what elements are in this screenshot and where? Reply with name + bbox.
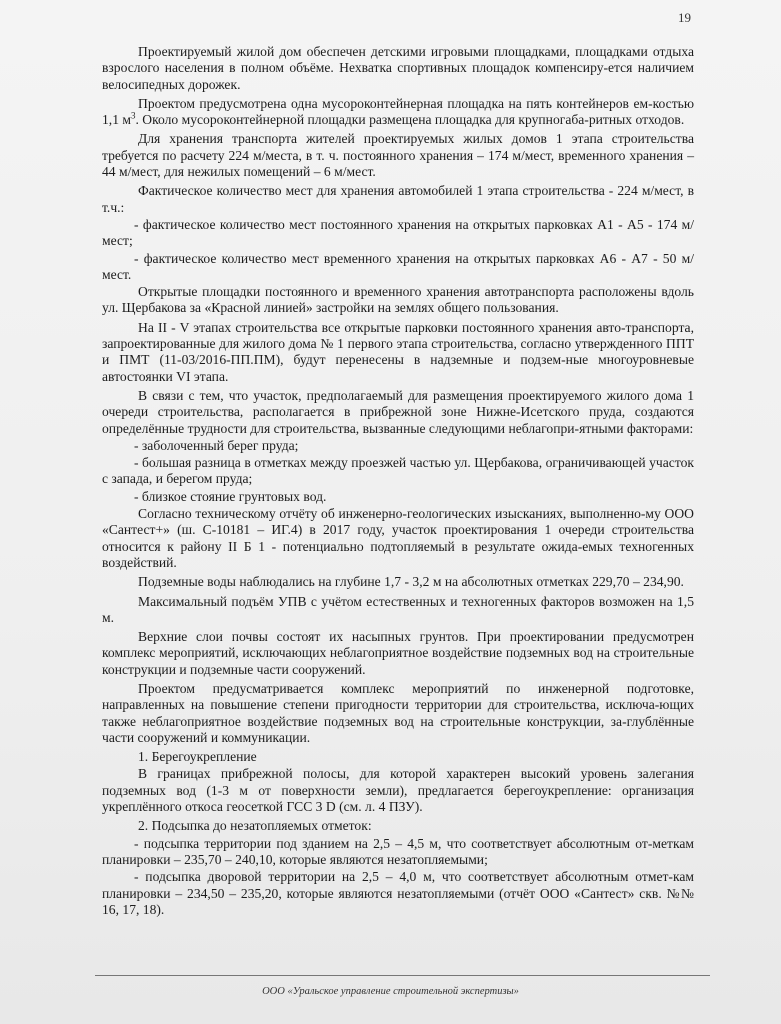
paragraph: Проектом предусматривается комплекс мероприятий по инженерной подготовке, направленных на повышение степени пригодности территории для строительства, исключа-ющих также неблагоприятное воздействие подземных вод на строительные конструкции, за-глублённые части сооружений и коммуникации.	[102, 680, 694, 745]
paragraph: Для хранения транспорта жителей проектируемых жилых домов 1 этапа строительства требуется по расчету 224 м/места, в т. ч. постоянного хранения – 174 м/мест, временного хранения – 44 м/мест, для нежилых помещений – 6 м/мест.	[102, 131, 694, 180]
paragraph: В границах прибрежной полосы, для которой характерен высокий уровень залегания подземных вод (1-3 м от поверхности земли), предлагается берегоукрепление: организация укреплённого откоса геосеткой ГСС 3 D (см. л. 4 ПЗУ).	[102, 766, 694, 815]
list-item: - фактическое количество мест временного хранения на открытых парковках А6 - А7 - 50 м/мест.	[102, 250, 694, 282]
paragraph: На II - V этапах строительства все открытые парковки постоянного хранения авто-транспорта, запроектированные для жилого дома № 1 первого этапа строительства, согласно утвержденного ППТ и ПМТ (11-03/2016-ПП.ПМ), будут перенесены в надземные и подзем-ные многоуровневые автостоянки VI этапа.	[102, 319, 694, 384]
paragraph: Фактическое количество мест для хранения автомобилей 1 этапа строительства - 224 м/мест, в т.ч.:	[102, 183, 694, 215]
list-item: - подсыпка территории под зданием на 2,5 – 4,5 м, что соответствует абсолютным от-меткам планировки – 235,70 – 240,10, которые являются незатопляемыми;	[102, 835, 694, 867]
section-heading: 2. Подсыпка до незатопляемых отметок:	[138, 818, 372, 834]
paragraph: Верхние слои почвы состоят их насыпных грунтов. При проектировании предусмотрен комплекс мероприятий, исключающих неблагоприятное воздействие подземных вод на строительные конструкции и подземные части сооружений.	[102, 629, 694, 677]
list-item: - фактическое количество мест постоянного хранения на открытых парковках А1 - А5 - 174 м/мест;	[102, 216, 694, 249]
paragraph: Подземные воды наблюдались на глубине 1,7 - 3,2 м на абсолютных отметках 229,70 – 234,90.	[138, 574, 684, 590]
list-item: - близкое стояние грунтовых вод.	[134, 488, 327, 504]
paragraph: Согласно техническому отчёту об инженерно-геологических изысканиях, выполненно-му ООО «Сантест+» (ш. С-10181 – ИГ.4) в 2017 году, участок проектирования 1 очереди строительства относится к району II Б 1 - потенциально подтопляемый в результате ожида-емых техногенных воздействий.	[102, 506, 694, 570]
paragraph: Открытые площадки постоянного и временного хранения автотранспорта расположены вдоль ул. Щербакова за «Красной линией» застройки на землях общего пользования.	[102, 284, 694, 316]
page-number: 19	[678, 10, 691, 25]
document-body	[102, 44, 694, 919]
list-item: - заболоченный берег пруда;	[134, 437, 299, 453]
footer: ООО «Уральское управление строительной экспертизы»	[262, 986, 519, 997]
paragraph: Максимальный подъём УПВ с учётом естественных и техногенных факторов возможен на 1,5 м.	[102, 593, 694, 625]
paragraph: Проектируемый жилой дом обеспечен детскими игровыми площадками, площадками отдыха взрослого населения в полном объёме. Нехватка спортивных площадок компенсиру-ется наличием велосипедных дорожек.	[102, 44, 694, 92]
list-item: - подсыпка дворовой территории на 2,5 – 4,0 м, что соответствует абсолютным отмет-кам планировки – 234,50 – 235,20, которые являются незатопляемыми (отчёт ООО «Сантест» скв. №№ 16, 17, 18).	[102, 869, 694, 917]
section-heading: 1. Берегоукрепление	[138, 749, 257, 765]
footer-divider	[95, 975, 710, 976]
paragraph: Проектом предусмотрена одна мусороконтейнерная площадка на пять контейнеров ем-костью 1,1 $м^3$. Около мусороконтейнерной площадки размещена площадка для крупногаба-ритных отходов.	[102, 95, 694, 128]
list-item: - большая разница в отметках между проезжей частью ул. Щербакова, ограничивающей участок с запада, и берегом пруда;	[102, 455, 694, 487]
paragraph: В связи с тем, что участок, предполагаемый для размещения проектируемого жилого дома 1 очереди строительства, располагается в прибрежной зоне Нижне-Исетского пруда, создаются определённые трудности для строительства, вызванные следующими неблагопри-ятными факторами:	[102, 387, 694, 436]
